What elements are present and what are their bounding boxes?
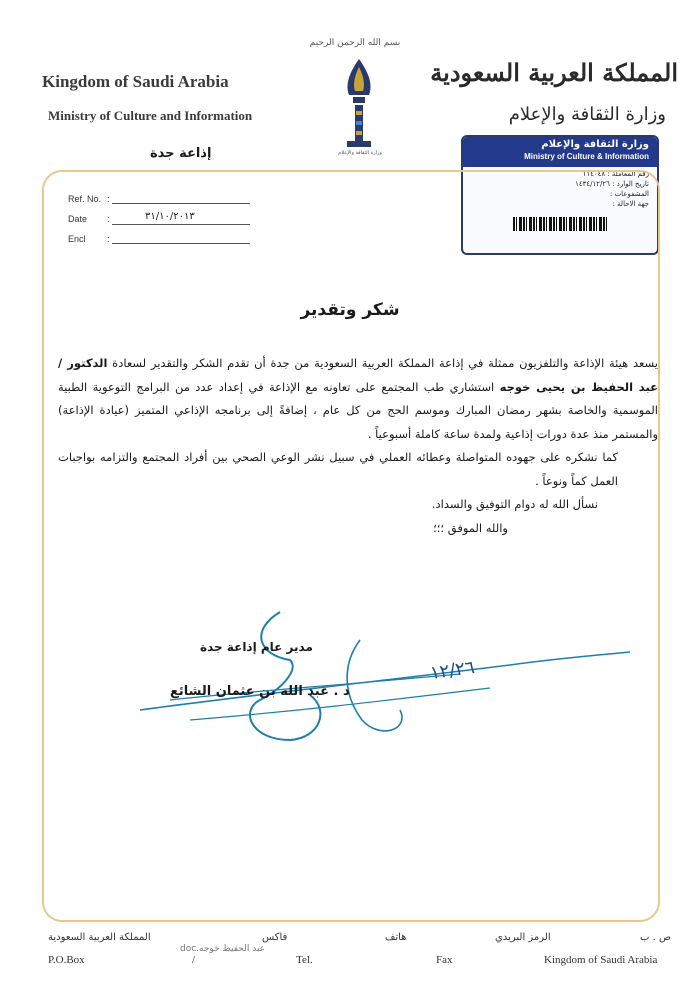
p1-recipient-name: الدكتور / عبد الحفيظ بن يحيى خوجه <box>58 356 658 394</box>
signatory-title: مدير عام إذاعة جدة <box>200 640 313 654</box>
header-ar-radio: إذاعة جدة <box>150 146 212 161</box>
footer-en-fax: Fax <box>436 954 453 966</box>
footer-en-pobox: P.O.Box <box>48 954 85 966</box>
date-label: Date <box>68 214 88 224</box>
date-line <box>112 224 250 225</box>
footer-ar-note: عبد الحفيظ خوجه.doc <box>180 944 266 954</box>
stamp-en-title: Ministry of Culture & Information <box>524 152 649 161</box>
footer-ar-phone: هاتف <box>385 932 407 943</box>
ref-line <box>112 203 250 204</box>
footer-ar-postal: الرمز البريدي <box>495 932 551 943</box>
ministry-emblem-icon <box>335 55 383 155</box>
footer-en-slash: / <box>192 954 196 966</box>
basmala: بسم الله الرحمن الرحيم <box>309 38 401 48</box>
signatory-name: د . عبد الله بن عثمان الشائع <box>170 684 350 699</box>
footer-en-kingdom: Kingdom of Saudi Arabia <box>544 954 658 966</box>
date-value: ٣١/١٠/٢٠١٣ <box>145 211 195 222</box>
header-en-kingdom: Kingdom of Saudi Arabia <box>42 72 229 91</box>
encl-line <box>112 243 250 244</box>
footer-en-tel: Tel. <box>296 954 313 966</box>
encl-colon: : <box>107 234 110 244</box>
header-en-ministry: Ministry of Culture and Information <box>48 108 253 123</box>
footer-ar-pobox: ص . ب <box>640 932 672 943</box>
stamp-row-date: تاريخ الوارد : ١٤٣٤/١٢/٢٦ <box>575 180 649 188</box>
header-ar-ministry: وزارة الثقافة والإعلام <box>508 104 666 125</box>
header-ar-kingdom: المملكة العربية السعودية <box>430 58 678 87</box>
stamp-header <box>463 137 657 167</box>
p1-text-a: يسعد هيئة الإذاعة والتلفزيون ممثلة في إذاعة المملكة العربية السعودية من جدة أن تقدم الشكر والتقدير لسعادة <box>107 356 658 370</box>
footer-ar-fax: فاكس <box>262 932 288 943</box>
handwritten-signature <box>130 600 650 760</box>
paragraph-4: والله الموفق ؛؛؛ <box>433 520 508 535</box>
footer-ar-kingdom: المملكة العربية السعودية <box>48 932 151 943</box>
ref-label: Ref. No. <box>68 194 102 204</box>
paragraph-2: كما نشكره على جهوده المتواصلة وعطائه العملي في سبيل نشر الوعي الصحي بين أفراد المجتمع والتزامه بواجبات العمل كماً ونوعاً . <box>58 450 618 488</box>
handwritten-date: ١٢/٢٦ <box>428 656 476 685</box>
ref-colon: : <box>107 194 110 204</box>
paragraph-3: نسأل الله له دوام التوفيق والسداد. <box>431 497 598 511</box>
p1-text-b: استشاري طب المجتمع على تعاونه مع الإذاعة في إعداد عدد من البرامج التوعوية الطبية الموسمية والخاصة بشهر رمضان المبارك وموسم الحج من كل عام ، إضافةً إلى برنامجه الإذاعي المتميز (عيادة الإذاعة) والمستمر منذ عدة دورات إذاعية ولمدة ساعة كاملة أسبوعياً . <box>58 379 658 441</box>
stamp-ar-title: وزارة الثقافة والإعلام <box>541 139 649 150</box>
date-colon: : <box>107 214 110 224</box>
letter-title: شكر وتقدير <box>300 300 400 320</box>
stamp-row-referral: جهة الاحالة : <box>612 200 649 208</box>
logo-caption: وزارة الثقافة والإعلام <box>338 150 382 156</box>
stamp-row-ref: رقم المعاملة : ١١٤٠٤٨ <box>582 170 649 178</box>
letter-body <box>58 352 658 540</box>
letter-frame <box>42 170 660 922</box>
paragraph-1 <box>58 352 658 446</box>
encl-label: Encl <box>68 234 86 244</box>
stamp-row-attachments: المشفوعات : <box>609 190 649 198</box>
